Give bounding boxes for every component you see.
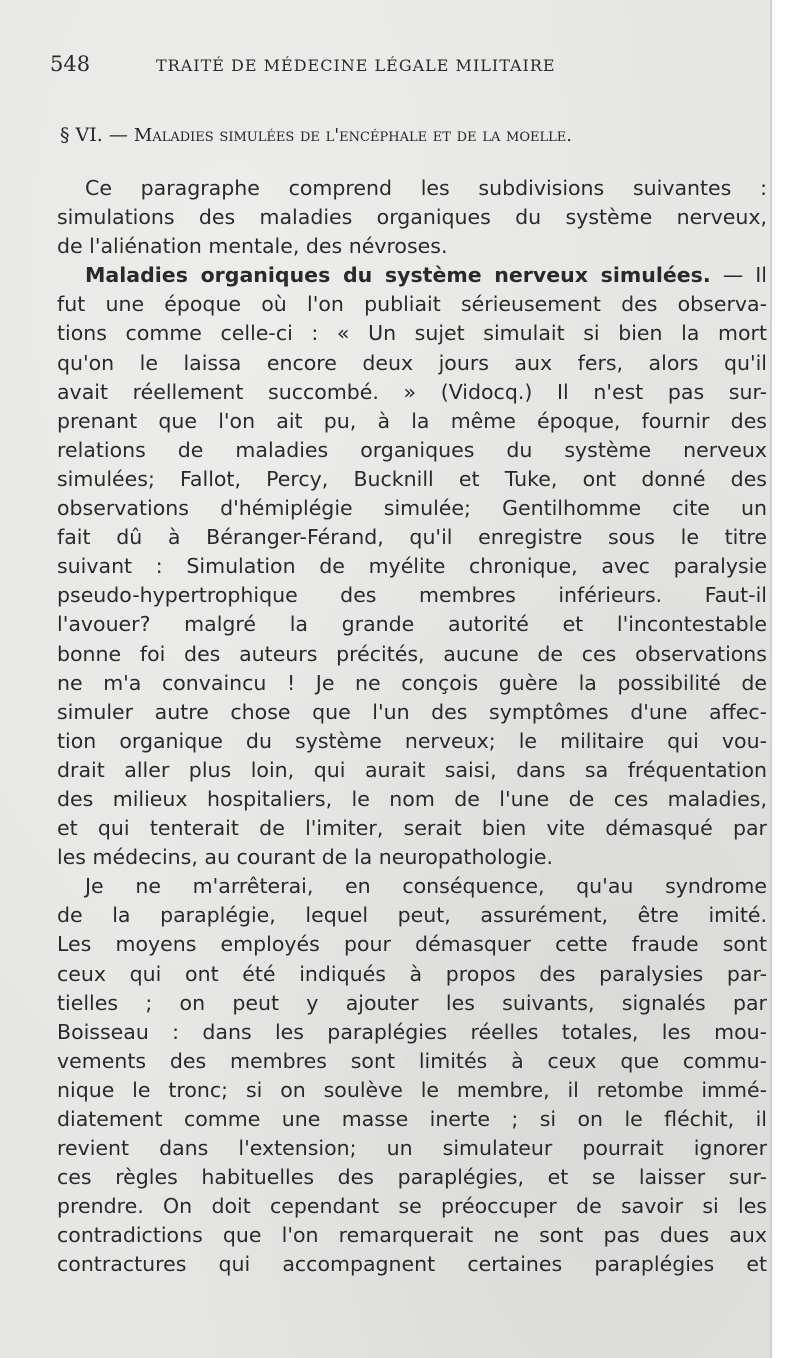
text-line: contractures qui accompagnent certaines paraplégies et (57, 1252, 767, 1277)
text-line: ceux qui ont été indiqués à propos des paralysies par- (57, 961, 767, 986)
body-text (57, 174, 767, 1280)
text-line: drait aller plus loin, qui aurait saisi, dans sa fréquentation (57, 757, 767, 782)
page-number: 548 (50, 52, 91, 76)
text-line: contradictions que l'on remarquerait ne sont pas dues aux (57, 1223, 767, 1248)
text-line: Je ne m'arrêterai, en conséquence, qu'au syndrome (85, 874, 767, 899)
bold-run-in-heading: Maladies organiques du système nerveux simulées. (85, 263, 711, 288)
text-line: les médecins, au courant de la neuropathologie. (57, 845, 554, 870)
text-line: l'avouer? malgré la grande autorité et l'incontestable (57, 612, 767, 637)
text-line: qu'on le laissa encore deux jours aux fers, alors qu'il (57, 350, 767, 375)
section-title: Maladies simulées de l'encéphale et de la moelle. (133, 125, 572, 146)
text-line (57, 261, 767, 290)
text-line: et qui tenterait de l'imiter, serait bien vite démasqué par (57, 816, 767, 841)
text-line: fait dû à Béranger-Férand, qu'il enregistre sous le titre (57, 525, 767, 550)
text-line: relations de maladies organiques du système nerveux (57, 437, 767, 462)
text-line: simulées; Fallot, Percy, Bucknill et Tuke, ont donné des (57, 466, 767, 491)
text-line: prendre. On doit cependant se préoccuper de savoir si les (57, 1194, 767, 1219)
text-line: Boisseau : dans les paraplégies réelles totales, les mou- (57, 1019, 767, 1044)
text-line: observations d'hémiplégie simulée; Gentilhomme cite un (57, 496, 767, 521)
text-line: de l'aliénation mentale, des névroses. (57, 234, 448, 259)
text-line: fut une époque où l'on publiait sérieusement des observa- (57, 292, 767, 317)
section-heading (60, 124, 750, 146)
text-line: Les moyens employés pour démasquer cette fraude sont (57, 932, 767, 957)
text-line: tions comme celle-ci : « Un sujet simulait si bien la mort (57, 321, 767, 346)
text-line: Ce paragraphe comprend les subdivisions suivantes : (85, 176, 767, 200)
text-line: ne m'a convaincu ! Je ne conçois guère la possibilité de (57, 670, 767, 695)
text-line: suivant : Simulation de myélite chronique, avec paralysie (57, 554, 767, 579)
running-title: TRAITÉ DE MÉDECINE LÉGALE MILITAIRE (156, 56, 556, 75)
text-line: pseudo-hypertrophique des membres inférieurs. Faut-il (57, 583, 767, 608)
text-run: — Il (710, 263, 767, 288)
text-line: ces règles habituelles des paraplégies, et se laisser sur- (57, 1165, 767, 1190)
text-line: de la paraplégie, lequel peut, assurément, être imité. (57, 903, 767, 928)
text-line: des milieux hospitaliers, le nom de l'une de ces maladies, (57, 786, 767, 811)
text-line: diatement comme une masse inerte ; si on le fléchit, il (57, 1107, 767, 1131)
text-line: avait réellement succombé. » (Vidocq.) Il n'est pas sur- (57, 379, 767, 404)
text-line: vements des membres sont limités à ceux que commu- (57, 1048, 767, 1073)
page-header (50, 52, 690, 82)
text-line: tion organique du système nerveux; le militaire qui vou- (57, 728, 767, 753)
section-number: § VI. — (60, 124, 128, 146)
text-line: revient dans l'extension; un simulateur pourrait ignorer (57, 1136, 767, 1161)
text-line: bonne foi des auteurs précités, aucune de ces observations (57, 641, 767, 666)
text-line: nique le tronc; si on soulève le membre, il retombe immé- (57, 1077, 767, 1102)
text-line: tielles ; on peut y ajouter les suivants, signalés par (57, 990, 767, 1015)
text-line: simuler autre chose que l'un des symptômes d'une affec- (57, 699, 767, 724)
text-line: prenant que l'on ait pu, à la même époque, fournir des (57, 408, 767, 433)
text-line: simulations des maladies organiques du système nerveux, (57, 205, 767, 230)
